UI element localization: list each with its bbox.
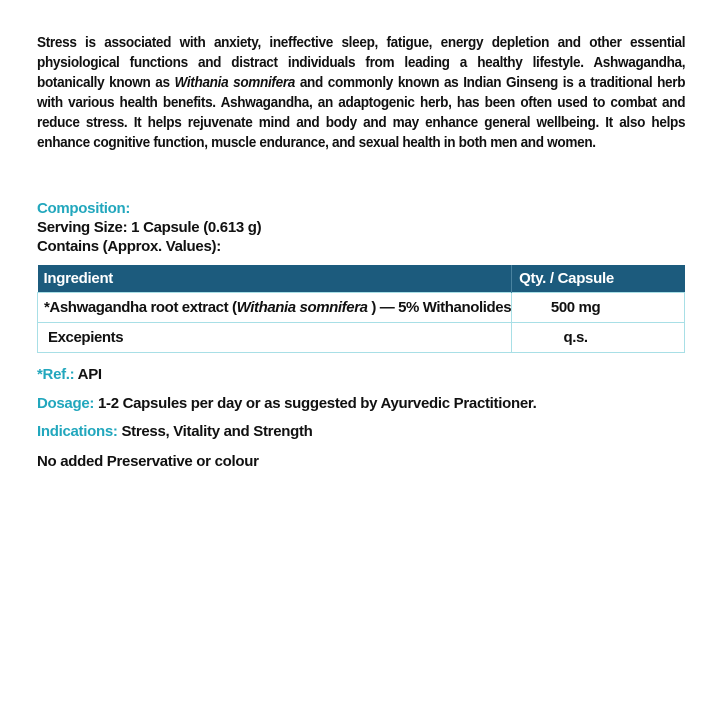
- ingredient-standardization: ) — 5% Withanolides: [367, 299, 512, 316]
- reference: [37, 366, 102, 383]
- ingredient-name: *Ashwagandha root extract (: [44, 299, 237, 316]
- table-row: [38, 293, 685, 323]
- dosage-label: Dosage:: [37, 395, 95, 412]
- product-info: [37, 33, 686, 470]
- preservative-note: No added Preservative or colour: [37, 453, 259, 470]
- header-qty: Qty. / Capsule: [512, 265, 685, 293]
- intro-text-1: Stress is associated with anxiety, ineffective sleep, fatigue, energy depletion and other essential physiological functions and distract individuals from leading a healthy lifestyle. Ashwagandha, botanically known as: [37, 35, 686, 91]
- ingredient-name: Excepients: [48, 329, 124, 346]
- ref-label: *Ref.:: [37, 366, 75, 383]
- contains-label: Contains (Approx. Values):: [37, 238, 221, 255]
- dosage-value: 1-2 Capsules per day or as suggested by Ayurvedic Practitioner.: [94, 395, 537, 412]
- intro-text-2: and commonly known as Indian Ginseng is a traditional herb with various health benefits. Ashwagandha, an adaptogenic herb, has been often used to combat and reduce stress. It helps rejuvenate mind and body and may enhance general wellbeing. It also helps enhance cognitive function, muscle endurance, and sexual health in both men and women.: [37, 75, 686, 151]
- table-row: [38, 323, 685, 353]
- header-ingredient: Ingredient: [38, 265, 512, 293]
- table-header-row: [38, 265, 685, 293]
- composition-title: Composition:: [37, 200, 131, 217]
- indications: [37, 423, 313, 440]
- ref-value: API: [74, 366, 102, 383]
- composition-table: [37, 265, 685, 353]
- serving-size: Serving Size: 1 Capsule (0.613 g): [37, 219, 262, 236]
- dosage: [37, 395, 536, 412]
- ingredient-cell: [38, 323, 512, 353]
- indications-label: Indications:: [37, 423, 118, 440]
- qty-cell: 500 mg: [512, 293, 685, 323]
- intro-paragraph: [37, 33, 685, 153]
- indications-value: Stress, Vitality and Strength: [117, 423, 313, 440]
- ingredient-cell: [38, 293, 512, 323]
- qty-cell: q.s.: [512, 323, 685, 353]
- ingredient-botanical: Withania somnifera: [236, 299, 368, 316]
- botanical-name: Withania somnifera: [174, 75, 296, 91]
